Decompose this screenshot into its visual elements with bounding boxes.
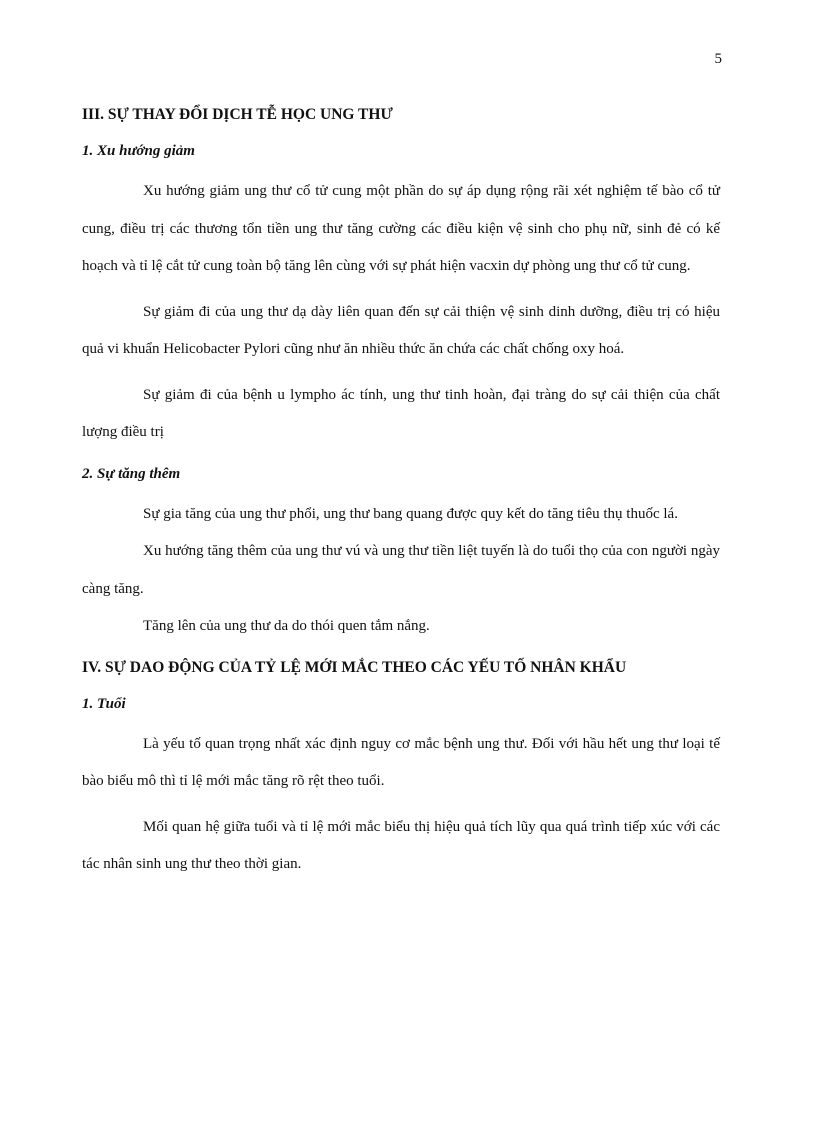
paragraph: Sự giảm đi của ung thư dạ dày liên quan đến sự cải thiện vệ sinh dinh dưỡng, điều trị có hiệu quả vi khuẩn Helicobacter Pylori cũng như ăn nhiều thức ăn chứa các chất chống oxy hoá.	[82, 303, 720, 357]
section-heading-4: IV. SỰ DAO ĐỘNG CỦA TỶ LỆ MỚI MẮC THEO CÁC YẾU TỐ NHÂN KHẨU	[82, 658, 627, 676]
paragraph: Sự giảm đi của bệnh u lympho ác tính, ung thư tinh hoàn, đại tràng do sự cải thiện của chất lượng điều trị	[82, 386, 720, 440]
paragraph: Xu hướng tăng thêm của ung thư vú và ung thư tiền liệt tuyến là do tuổi thọ của con người ngày càng tăng.	[82, 543, 720, 597]
paragraph: Là yếu tố quan trọng nhất xác định nguy cơ mắc bệnh ung thư. Đối với hầu hết ung thư loại tế bào biểu mô thì tỉ lệ mới mắc tăng rõ rệt theo tuổi.	[82, 735, 720, 789]
subheading-decreasing-trend: 1. Xu hướng giảm	[82, 143, 195, 159]
paragraph: Sự gia tăng của ung thư phổi, ung thư bang quang được quy kết do tăng tiêu thụ thuốc lá.	[143, 505, 678, 522]
subheading-increase: 2. Sự tăng thêm	[82, 465, 181, 482]
section-heading-3: III. SỰ THAY ĐỔI DỊCH TỄ HỌC UNG THƯ	[82, 106, 393, 123]
paragraph: Xu hướng giảm ung thư cổ tử cung một phần do sự áp dụng rộng rãi xét nghiệm tế bào cổ tử cung, điều trị các thương tổn tiền ung thư tăng cường các điều kiện vệ sinh cho phụ nữ, sinh đẻ có kế hoạch và tỉ lệ cắt tử cung toàn bộ tăng lên cùng với sự phát hiện vacxin dự phòng ung thư cổ tử cung.	[82, 183, 720, 274]
page-content	[82, 101, 720, 884]
paragraph: Mối quan hệ giữa tuổi và tỉ lệ mới mắc biểu thị hiệu quả tích lũy qua quá trình tiếp xúc với các tác nhân sinh ung thư theo thời gian.	[82, 818, 720, 872]
page-number: 5	[714, 51, 722, 67]
subheading-age: 1. Tuổi	[82, 695, 126, 712]
paragraph: Tăng lên của ung thư da do thói quen tắm nắng.	[143, 618, 430, 634]
